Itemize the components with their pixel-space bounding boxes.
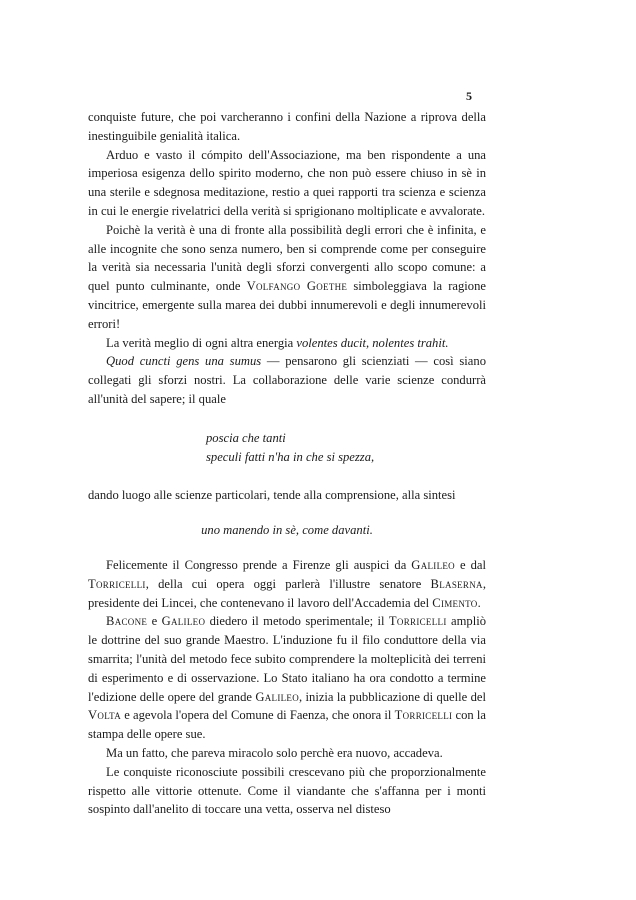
text-run: con la stampa delle opere sue. bbox=[88, 708, 486, 742]
text-run: Felicemente il Congresso prende a Firenze gli auspici da bbox=[106, 557, 412, 572]
paragraph-association: Arduo e vasto il cómpito dell'Associazione, ma ben rispondente a una imperiosa esigenza dello spirito moderno, che non può essere chiuso in sè in una sterile e sdegnosa meditazione, restio a quei rapporti tra scienza e scienza in cui le energie rivelatrici della verità si sprigionano moltiplicate e avvalorate. bbox=[88, 147, 486, 218]
verse-quote bbox=[206, 429, 486, 467]
text-run: , inizia la pubblicazione di quelle del bbox=[299, 689, 486, 704]
page-number: 5 bbox=[466, 89, 472, 103]
text-run: e agevola l'opera del Comune di Faenza, che onora il bbox=[121, 708, 395, 723]
text-run: e bbox=[147, 614, 162, 629]
latin-phrase: Quod cuncti gens una sumus bbox=[106, 354, 262, 369]
text-run: diedero il metodo sperimentale; il bbox=[205, 614, 389, 629]
name-cimento: Cimento bbox=[432, 595, 478, 610]
text-run: ampliò le dottrine del suo grande Maestro. L'induzione fu il filo conduttore della via smarrita; l'unità del metodo fece subito comprendere la molteplicità dei terreni di esperimento e di osservazione. Lo Stato italiano ha ora condotto a termine l'edizione delle opere del grande bbox=[88, 614, 486, 704]
paragraph-continuation: conquiste future, che poi varcheranno i confini della Nazione a riprova della inestinguibile genialità italica. bbox=[88, 110, 486, 143]
centered-quote: uno manendo in sè, come davanti. bbox=[201, 523, 373, 538]
name-torricelli: Torricelli bbox=[388, 614, 447, 629]
latin-phrase: volentes ducit, nolentes trahit. bbox=[296, 335, 449, 350]
paragraph-conquests: Le conquiste riconosciute possibili crescevano più che proporzionalmente rispetto alle vittorie ottenute. Come il viandante che s'affanna per i monti sospinto dall'anelito di toccare una vetta, osserva nel disteso bbox=[88, 764, 486, 817]
text-run: . bbox=[477, 595, 481, 610]
text-run: , della cui opera oggi parlerà l'illustre senatore bbox=[145, 576, 431, 591]
verse-line: speculi fatti n'ha in che si spezza, bbox=[206, 449, 375, 464]
text-run: , presidente dei Lincei, che contenevano il lavoro dell'Accademia del bbox=[88, 576, 486, 610]
name-bacone: Bacone bbox=[106, 614, 148, 629]
text-run: Poichè la verità è una di fronte alla possibilità degli errori che è infinita, e alle incognite che sono senza numero, ben si comprende come per conseguire la verità sia necessaria l'unità degli sforzi convergenti allo scopo comune: a quel punto culminante, onde bbox=[88, 222, 486, 294]
body-text bbox=[88, 108, 486, 819]
name-galileo: Galileo bbox=[255, 689, 300, 704]
paragraph-synthesis: dando luogo alle scienze particolari, tende alla comprensione, alla sintesi bbox=[88, 488, 456, 503]
name-galileo: Galileo bbox=[161, 614, 206, 629]
text-run: La verità meglio di ogni altra energia bbox=[106, 335, 297, 350]
paragraph-congress bbox=[88, 556, 486, 612]
name-goethe: Volfango Goethe bbox=[246, 279, 348, 294]
name-torricelli: Torricelli bbox=[394, 708, 453, 723]
paragraph-truth bbox=[88, 221, 486, 334]
verse-line: poscia che tanti bbox=[206, 430, 286, 445]
name-galileo: Galileo bbox=[411, 557, 455, 572]
name-blaserna: Blaserna bbox=[430, 576, 483, 591]
paragraph-miracle: Ma un fatto, che pareva miracolo solo perchè era nuovo, accadeva. bbox=[106, 745, 443, 760]
text-run: simboleggiava la ragione vincitrice, emergente sulla marea dei dubbi innumerevoli e degli innumerevoli errori! bbox=[88, 279, 486, 331]
name-volta: Volta bbox=[88, 708, 122, 723]
paragraph-collaboration bbox=[88, 352, 486, 408]
text-run: e dal bbox=[454, 557, 486, 572]
text-run: — pensarono gli scienziati — così siano collegati gli sforzi nostri. La collaborazione delle varie scienze condurrà all'unità del sapere; il quale bbox=[88, 354, 486, 406]
name-torricelli: Torricelli bbox=[88, 576, 146, 591]
paragraph-latin-motto bbox=[88, 334, 486, 353]
paragraph-method bbox=[88, 612, 486, 744]
